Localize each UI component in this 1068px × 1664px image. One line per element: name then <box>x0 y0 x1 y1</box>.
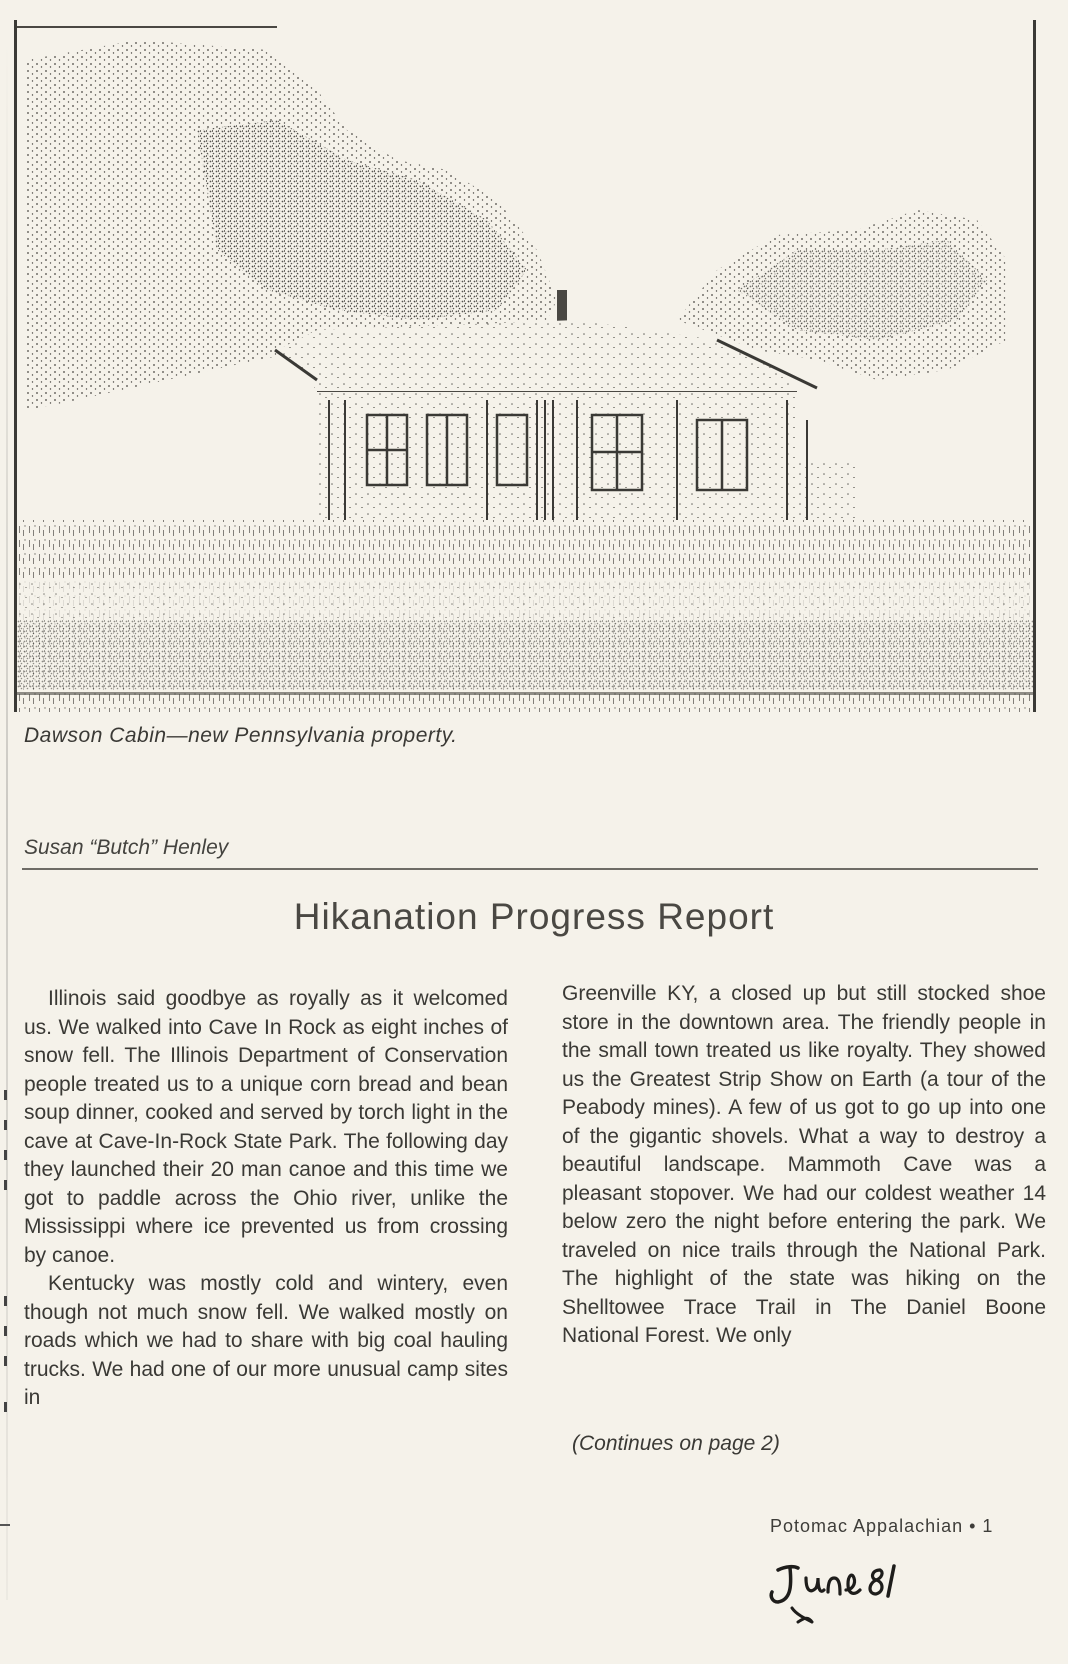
margin-mark <box>4 1402 7 1412</box>
continued-note: (Continues on page 2) <box>572 1432 780 1455</box>
margin-mark <box>4 1180 7 1190</box>
photo-caption: Dawson Cabin—new Pennsylvania property. <box>24 724 458 747</box>
margin-mark <box>4 1326 7 1336</box>
article-title: Hikanation Progress Report <box>293 896 775 937</box>
margin-mark <box>4 1090 7 1100</box>
cabin-photo <box>14 20 1036 712</box>
divider-rule <box>22 868 1038 870</box>
article-author: Susan “Butch” Henley <box>24 836 229 859</box>
margin-mark <box>4 1296 7 1306</box>
cabin-photo-illustration <box>17 20 1033 712</box>
article-paragraph: Illinois said goodbye as royally as it welcomed us. We walked into Cave In Rock as eight inches of snow fell. The Illinois Department of Conservation people treated us to a unique corn bread and bean soup dinner, cooked and served by torch light in the cave at Cave-In-Rock State Park. The following day they launched their 20 man canoe and this time we got to paddle across the Ohio river, unlike the Mississippi where ice prevented us from crossing by canoe. <box>24 987 508 1267</box>
margin-tick <box>0 1524 10 1526</box>
margin-mark <box>4 1150 7 1160</box>
article-paragraph: Greenville KY, a closed up but still stocked shoe store in the downtown area. The friendly people in the small town treated us like royalty. They showed us the Greatest Strip Show on Earth (a tour of the Peabody mines). A few of us got to go up into one of the gigantic shovels. What a way to destroy a beautiful landscape. Mammoth Cave was a pleasant stopover. We had our coldest weather 14 below zero the night before entering the park. We traveled on nice trails through the National Park. The highlight of the state was hiking on the Shelltowee Trace Trail in The Daniel Boone National Forest. We only <box>562 982 1046 1347</box>
article-column-right <box>562 980 1046 1351</box>
article-column-left <box>24 985 508 1413</box>
publication-footer: Potomac Appalachian • 1 <box>770 1516 994 1536</box>
article-paragraph: Kentucky was mostly cold and wintery, even though not much snow fell. We walked mostly on roads which we had to share with big coal hauling trucks. We had one of our more unusual camp sites in <box>24 1272 508 1409</box>
handwritten-date <box>764 1548 914 1638</box>
scan-edge-shadow <box>6 40 8 1600</box>
margin-mark <box>4 1356 7 1366</box>
margin-mark <box>4 1120 7 1130</box>
